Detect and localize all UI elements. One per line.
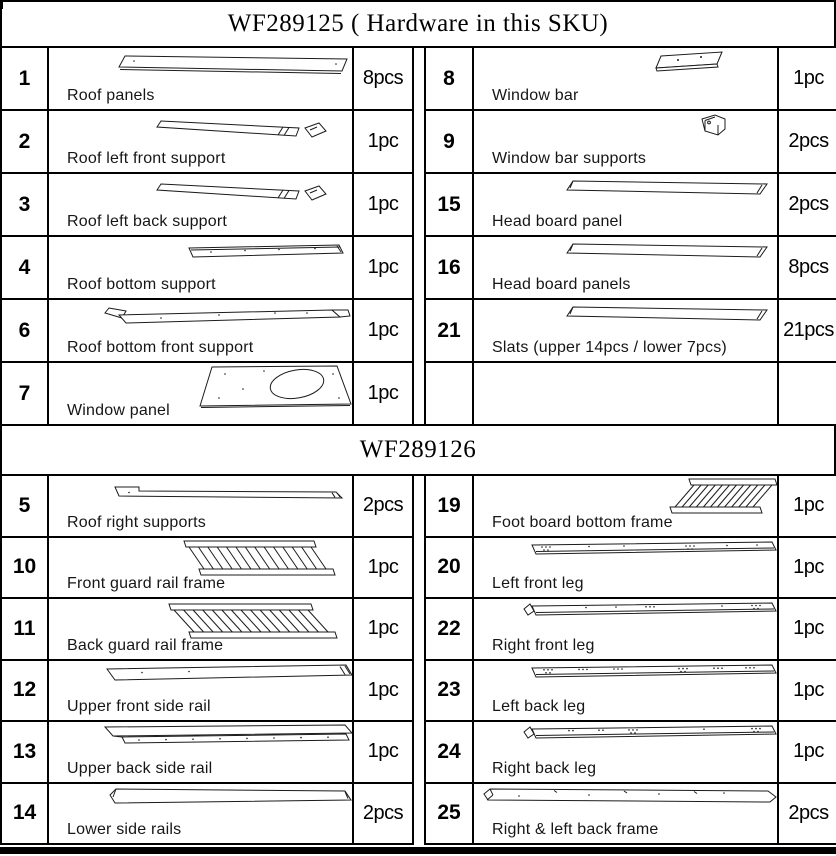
table-row	[1, 173, 413, 236]
parts-table-sku2-right	[424, 474, 836, 845]
part-cell	[48, 537, 353, 599]
part-number: 3	[1, 173, 48, 236]
part-label: Right back leg	[492, 759, 597, 777]
part-cell	[473, 110, 778, 173]
part-quantity: 2pcs	[778, 783, 836, 845]
table-row	[1, 475, 413, 537]
part-quantity: 1pc	[353, 110, 413, 173]
part-quantity: 1pc	[353, 537, 413, 599]
parts-table-sku2-left	[0, 474, 414, 845]
part-cell	[48, 110, 353, 173]
part-quantity: 2pcs	[778, 110, 836, 173]
sku2-body	[0, 474, 836, 845]
part-number: 6	[1, 299, 48, 362]
part-number: 8	[425, 47, 473, 110]
part-number: 11	[1, 598, 48, 660]
table-gap	[414, 46, 424, 426]
part-number: 25	[425, 783, 473, 845]
part-quantity: 1pc	[778, 660, 836, 722]
part-label: Foot board bottom frame	[492, 513, 673, 531]
parts-table-sku1-right	[424, 46, 836, 426]
part-quantity: 1pc	[353, 660, 413, 722]
part-label: Window bar supports	[492, 150, 647, 167]
part-label: Roof left front support	[67, 150, 226, 167]
part-number: 10	[1, 537, 48, 599]
part-cell	[473, 598, 778, 660]
part-cell	[48, 475, 353, 537]
part-quantity: 1pc	[353, 173, 413, 236]
part-cell	[48, 660, 353, 722]
part-cell	[48, 362, 353, 425]
part-quantity: 1pc	[353, 299, 413, 362]
table-row	[425, 475, 836, 537]
parts-table-sku1-left	[0, 46, 414, 426]
part-cell	[48, 783, 353, 845]
table-row	[1, 110, 413, 173]
part-quantity: 8pcs	[778, 236, 836, 299]
part-quantity	[778, 362, 836, 425]
part-quantity: 8pcs	[353, 47, 413, 110]
table-row	[425, 537, 836, 599]
part-quantity: 21pcs	[778, 299, 836, 362]
part-label: Upper back side rail	[67, 759, 213, 777]
part-number: 16	[425, 236, 473, 299]
sku1-body	[0, 46, 836, 426]
table-row	[425, 783, 836, 845]
part-cell	[48, 598, 353, 660]
part-quantity: 1pc	[778, 721, 836, 783]
part-label: Upper front side rail	[67, 698, 211, 715]
part-number: 2	[1, 110, 48, 173]
part-number	[425, 362, 473, 425]
part-cell	[473, 783, 778, 845]
part-cell	[48, 236, 353, 299]
part-number: 9	[425, 110, 473, 173]
blank-icon	[474, 364, 779, 408]
table-row	[425, 173, 836, 236]
part-quantity: 1pc	[353, 236, 413, 299]
part-label: Roof left back support	[67, 213, 228, 230]
part-label: Roof bottom support	[67, 276, 216, 293]
part-label: Left back leg	[492, 698, 586, 715]
part-quantity: 1pc	[353, 362, 413, 425]
part-label: Left front leg	[492, 575, 584, 592]
part-cell	[473, 475, 778, 537]
table-row	[425, 236, 836, 299]
part-label: Roof right supports	[67, 513, 206, 531]
table-row	[1, 721, 413, 783]
part-label: Front guard rail frame	[67, 575, 226, 592]
part-cell	[473, 236, 778, 299]
table-row	[425, 660, 836, 722]
part-cell	[473, 362, 778, 425]
part-quantity: 2pcs	[353, 783, 413, 845]
part-cell	[473, 537, 778, 599]
part-quantity: 2pcs	[778, 173, 836, 236]
table-row	[425, 299, 836, 362]
part-quantity: 1pc	[778, 475, 836, 537]
part-number: 23	[425, 660, 473, 722]
part-label: Lower side rails	[67, 821, 182, 838]
part-number: 12	[1, 660, 48, 722]
part-number: 1	[1, 47, 48, 110]
part-label: Window bar	[492, 87, 579, 104]
sku2-title: WF289126	[359, 436, 477, 463]
table-row	[1, 660, 413, 722]
part-label: Back guard rail frame	[67, 636, 224, 654]
table-row	[425, 47, 836, 110]
part-cell	[48, 721, 353, 783]
sku1-title: WF289125 ( Hardware in this SKU)	[227, 10, 609, 37]
part-number: 21	[425, 299, 473, 362]
part-number: 13	[1, 721, 48, 783]
part-cell	[473, 47, 778, 110]
part-quantity: 1pc	[778, 598, 836, 660]
part-number: 4	[1, 236, 48, 299]
sku1-header	[0, 0, 836, 48]
table-row	[1, 537, 413, 599]
part-label: Right front leg	[492, 636, 595, 654]
part-label: Window panel	[67, 402, 170, 419]
part-label: Right & left back frame	[492, 821, 659, 838]
table-gap	[414, 474, 424, 845]
part-label: Slats (upper 14pcs / lower 7pcs)	[492, 339, 727, 356]
table-row	[1, 598, 413, 660]
table-row	[1, 783, 413, 845]
table-row	[1, 299, 413, 362]
table-row	[425, 362, 836, 425]
part-number: 7	[1, 362, 48, 425]
part-quantity: 1pc	[353, 721, 413, 783]
table-row	[1, 47, 413, 110]
part-quantity: 1pc	[778, 537, 836, 599]
part-number: 20	[425, 537, 473, 599]
part-label: Roof panels	[67, 87, 155, 104]
part-quantity: 2pcs	[353, 475, 413, 537]
part-cell	[48, 47, 353, 110]
table-row	[1, 362, 413, 425]
part-label: Roof bottom front support	[67, 339, 254, 356]
part-number: 22	[425, 598, 473, 660]
scan-corner-mark	[0, 0, 3, 9]
table-row	[425, 110, 836, 173]
part-cell	[473, 173, 778, 236]
part-cell	[473, 660, 778, 722]
part-cell	[48, 299, 353, 362]
table-row	[1, 236, 413, 299]
sku2-header	[0, 424, 836, 476]
part-number: 24	[425, 721, 473, 783]
part-quantity: 1pc	[353, 598, 413, 660]
part-cell	[473, 721, 778, 783]
table-row	[425, 598, 836, 660]
part-cell	[48, 173, 353, 236]
part-quantity: 1pc	[778, 47, 836, 110]
part-label: Head board panels	[492, 276, 631, 293]
part-number: 15	[425, 173, 473, 236]
part-number: 5	[1, 475, 48, 537]
table-row	[425, 721, 836, 783]
part-cell	[473, 299, 778, 362]
bottom-scan-bar	[0, 847, 836, 854]
part-label: Head board panel	[492, 213, 623, 230]
part-number: 14	[1, 783, 48, 845]
part-number: 19	[425, 475, 473, 537]
